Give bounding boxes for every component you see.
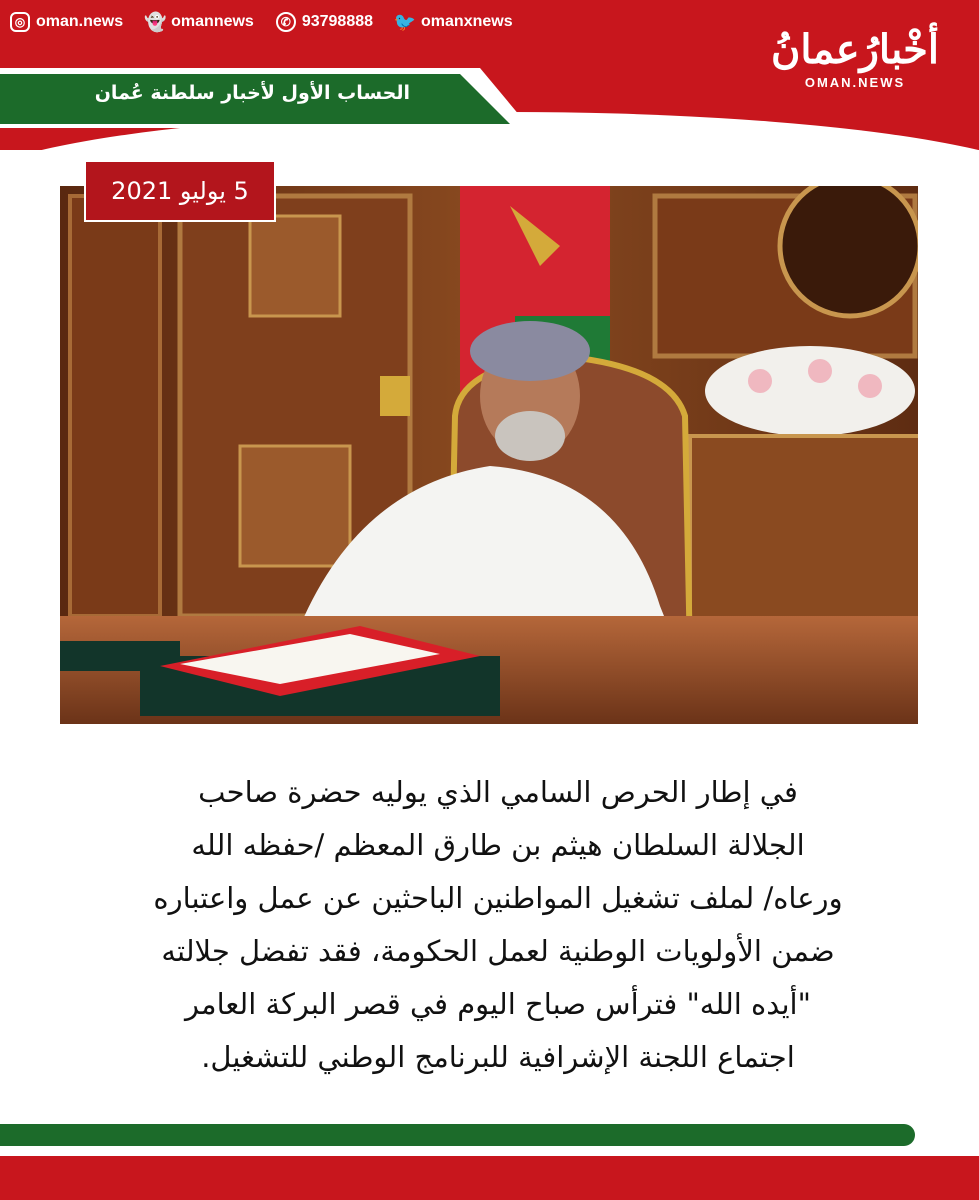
tagline: الحساب الأول لأخبار سلطنة عُمان — [94, 82, 410, 104]
social-links — [10, 12, 513, 32]
date-badge: 5 يوليو 2021 — [84, 160, 276, 222]
footer-red-bar — [0, 1156, 979, 1200]
logo-english: OMAN.NEWS — [804, 75, 906, 90]
instagram-handle: oman.news — [36, 13, 124, 30]
photo-illustration — [60, 186, 918, 724]
footer-green-bar — [0, 1124, 915, 1146]
social-snapchat[interactable] — [145, 12, 254, 32]
news-photo — [60, 186, 918, 724]
news-body-text: في إطار الحرص السامي الذي يوليه حضرة صاحب الجلالة السلطان هيثم بن طارق المعظم /حفظه الله ورعاه/ لملف تشغيل المواطنين الباحثين عن عمل واعتباره ضمن الأولويات الوطنية لعمل الحكومة، فقد تفضل جلالته "أيده الله" فترأس صباح اليوم في قصر البركة العامر اجتماع اللجنة الإشرافية للبرنامج الوطني للتشغيل. — [153, 775, 843, 1074]
snapchat-icon: 👻 — [143, 12, 167, 32]
snapchat-handle: omannews — [171, 13, 254, 30]
social-instagram[interactable] — [10, 12, 123, 32]
social-whatsapp[interactable] — [276, 12, 373, 32]
whatsapp-icon: ✆ — [276, 12, 296, 32]
whatsapp-number: 93798888 — [301, 13, 374, 30]
twitter-handle: omanxnews — [421, 13, 513, 30]
social-twitter[interactable] — [395, 12, 513, 32]
logo — [771, 25, 939, 90]
logo-arabic: أخْبارُعمانُ — [771, 26, 939, 73]
instagram-icon: ◎ — [10, 12, 30, 32]
twitter-icon: 🐦 — [393, 12, 417, 32]
